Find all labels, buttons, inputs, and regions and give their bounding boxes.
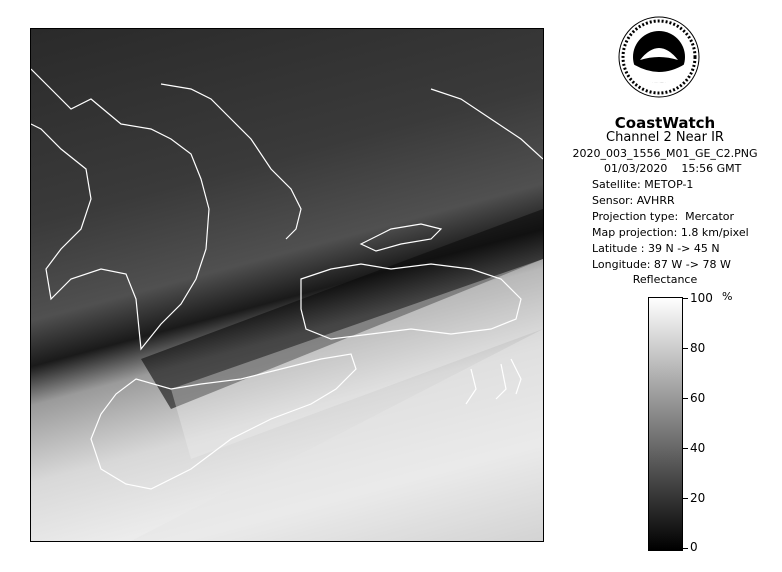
- legend-unit: %: [722, 290, 733, 303]
- tick-label: 80: [690, 341, 706, 355]
- longitude-label: Longitude: 87 W -> 78 W: [592, 258, 731, 271]
- tick-label: 60: [690, 391, 706, 405]
- sensor-label: Sensor: AVHRR: [592, 194, 675, 207]
- tick-mark: [682, 298, 688, 299]
- filename-label: 2020_003_1556_M01_GE_C2.PNG: [572, 147, 758, 160]
- tick-label: 20: [690, 491, 706, 505]
- tick-label: 0: [690, 540, 698, 554]
- tick-mark: [682, 348, 688, 349]
- map-projection-label: Map projection: 1.8 km/pixel: [592, 226, 749, 239]
- legend-title: Reflectance: [632, 273, 698, 286]
- tick-mark: [682, 398, 688, 399]
- datetime-label: 01/03/2020 15:56 GMT: [604, 162, 742, 175]
- tick-label: 40: [690, 441, 706, 455]
- noaa-logo: [618, 16, 700, 98]
- latitude-label: Latitude : 39 N -> 45 N: [592, 242, 720, 255]
- reflectance-colorbar: [648, 297, 683, 551]
- satellite-image: [30, 28, 544, 542]
- projection-type-label: Projection type: Mercator: [592, 210, 735, 223]
- tick-mark: [682, 448, 688, 449]
- tick-mark: [682, 548, 688, 549]
- channel-label: Channel 2 Near IR: [606, 130, 724, 145]
- satellite-label: Satellite: METOP-1: [592, 178, 694, 191]
- coastline-overlay: [31, 29, 543, 541]
- tick-mark: [682, 498, 688, 499]
- tick-label: 100: [690, 291, 713, 305]
- app-title: CoastWatch: [614, 114, 716, 132]
